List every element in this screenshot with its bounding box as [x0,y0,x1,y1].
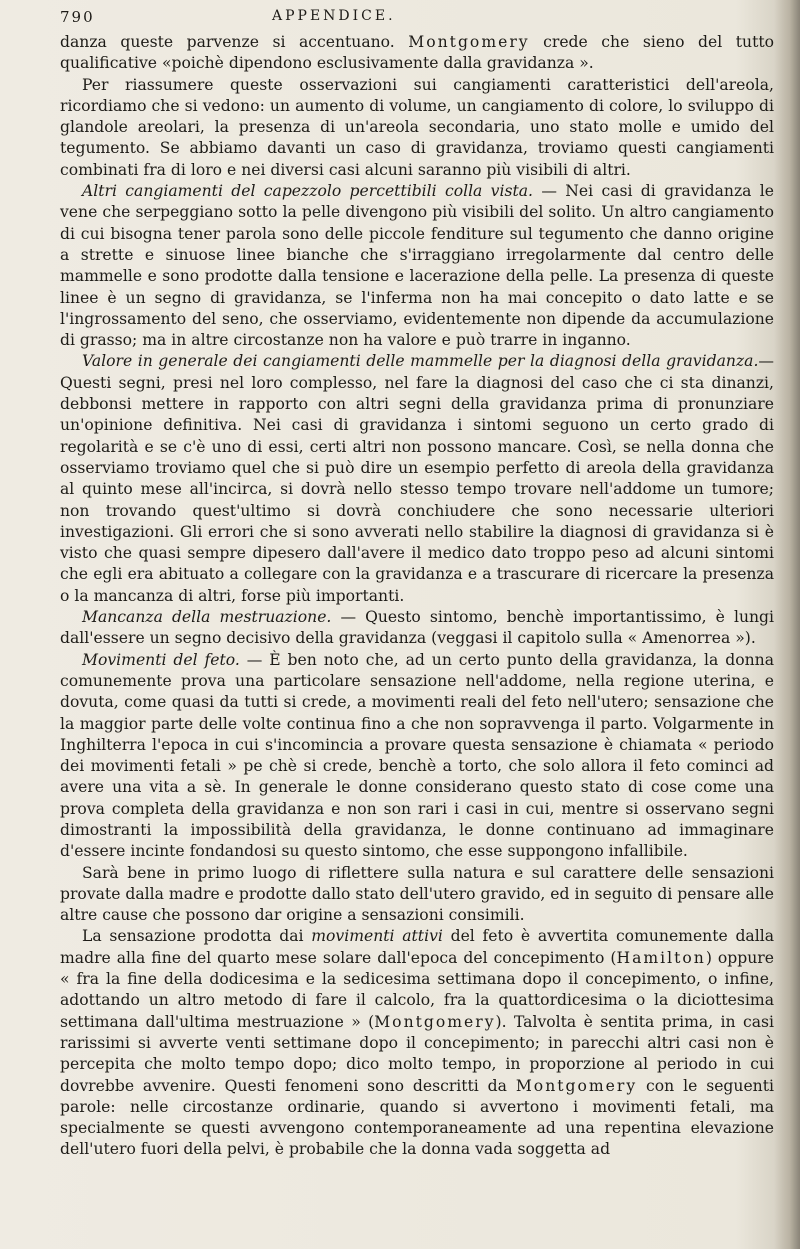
paragraph [60,181,774,351]
paragraph [60,650,774,863]
paragraph-text: — È ben noto che, ad un certo punto della gravidanza, la donna comunemente prova una particolare sensazione nell'addome, nella regione uterina, e dovuta, come quasi da tutti si crede, a movimenti reali del feto nell'utero; sensazione che la maggior parte delle volte continua fino a che non sopravvenga il parto. Volgarmente in Inghilterra l'epoca in cui s'incomincia a provare questa sensazione è chiamata « periodo dei movimenti fetali » pe chè si crede, benchè a torto, che solo allora il feto cominci ad avere una vita a sè. In generale le donne considerano questo stato di cose come una prova completa della gravidanza e non son rari i casi in cui, mentre si osservano segni dimostranti la impossibilità della gravidanza, le donne continuano ad immaginare d'essere incinte fondandosi su questo sintomo, che esse suppongono infallibile. [60,650,774,861]
paragraph [60,926,774,1160]
page-header [0,8,800,30]
paragraph [60,607,774,650]
italic-text: Valore in generale dei cangiamenti delle mammelle per la diagnosi della gravidanza. [82,352,759,371]
italic-text: Mancanza della mestruazione. [82,608,332,627]
paragraph-text: ) oppure « fra la fine della dodicesima e la sedicesima settimana dopo il concepimento, o infine, adottando un altro metodo di fare il calcolo, fra la quattordicesima o la diciottesima settimana dall'ultima mestruazione » ( [60,948,774,1031]
paragraph-text: Per riassumere queste osservazioni sui cangiamenti caratteristici dell'areola, ricordiamo che si vedono: un aumento di volume, un cangiamento di colore, lo sviluppo di glandole areolari, la presenza di un'areola secondaria, uno stato molle e umido del tegumento. Se abbiamo davanti un caso di gravidanza, troviamo questi cangiamenti combinati fra di loro e nei diversi casi alcuni saranno più visibili di altri. [60,75,774,179]
paragraph [60,75,774,181]
author-name: Montgomery [374,1012,496,1031]
paragraph-text: del feto è avvertita comunemente dalla madre alla fine del quarto mese solare dall'epoca del concepimento ( [60,927,774,967]
paragraph-text: Sarà bene in primo luogo di riflettere sulla natura e sul carattere delle sensazioni provate dalla madre e prodotte dallo stato dell'utero gravido, ed in seguito di pensare alle altre cause che possono dar origine a sensazioni consimili. [60,863,774,925]
page-edge-shadow [774,0,800,1249]
paragraph [60,351,774,607]
paragraph-text: La sensazione prodotta dai [82,927,312,946]
paragraph-text: — Questo sintomo, benchè importantissimo, è lungi dall'essere un segno decisivo della gravidanza (veggasi il capitolo sulla « Amenorrea »). [60,608,775,648]
paragraph-text: ). Talvolta è sentita prima, in casi rarissimi si avverte venti settimane dopo il concepimento; in parecchi altri casi non è percepita che molto tempo dopo; dico molto tempo, in proporzione al periodo in cui dovrebbe avvenire. Questi fenomeni sono descritti da [60,1012,774,1095]
paragraph-text: crede che sieno del tutto qualificative «poichè dipendono esclusivamente dalla gravidanza ». [60,33,775,73]
paragraph-text: danza queste parvenze si accentuano. [60,33,409,51]
italic-text: Altri cangiamenti del capezzolo percettibili colla vista. [82,182,534,201]
paragraph-text: — Nei casi di gravidanza le vene che serpeggiano sotto la pelle divengono più visibili del solito. Un altro cangiamento di cui bisogna tener parola sono delle piccole fenditure sul tegumento che danno origine a strette e sinuose linee bianche che s'irraggiano irregolarmente dal centro delle mammelle e sono prodotte dalla tensione e lacerazione della pelle. La presenza di queste linee è un segno di gravidanza, se l'inferma non ha mai concepito o dato latte e se l'ingrossamento del seno, che osserviamo, evidentemente non dipende da accumulazione di grasso; ma in altre circostanze non ha valore e può trarre in inganno. [60,182,774,350]
page-number: 790 [60,8,95,26]
paragraph-text: con le seguenti parole: nelle circostanze ordinarie, quando si avvertono i movimenti fetali, ma specialmente se questi avvengono contemporaneamente ad una repentina elevazione dell'utero fuori della pelvi, è probabile che la donna vada soggetta ad [60,1076,774,1159]
paragraph [60,863,774,927]
italic-text: Movimenti del feto. [82,650,240,669]
author-name: Hamilton [616,948,706,967]
body-text [60,32,774,1161]
author-name: Montgomery [515,1076,638,1095]
running-head: APPENDICE. [272,8,396,24]
paragraph [60,32,774,75]
paragraph-text: —Questi segni, presi nel loro complesso, nel fare la diagnosi del caso che ci sta dinanzi, debbonsi mettere in rapporto con altri segni della gravidanza prima di pronunziare un'opinione definitiva. Nei casi di gravidanza i sintomi seguono un certo grado di regolarità e se c'è uno di essi, certi altri non possono mancare. Così, se nella donna che osserviamo troviamo quel che si può dire un esempio perfetto di areola della gravidanza al quinto mese all'incirca, si dovrà nello stesso tempo trovare nell'addome un tumore; non trovando quest'ultimo si dovrà conchiudere che sono necessarie ulteriori investigazioni. Gli errori che si sono avverati nello stabilire la diagnosi di gravidanza si è visto che quasi sempre dipesero dall'avere il medico dato troppo peso ad alcuni sintomi che egli era abituato a collegare con la gravidanza e a trascurare di ricercare la presenza o la mancanza di altri, forse più importanti. [60,352,774,605]
italic-text: movimenti attivi [311,927,443,946]
author-name: Montgomery [408,33,530,51]
